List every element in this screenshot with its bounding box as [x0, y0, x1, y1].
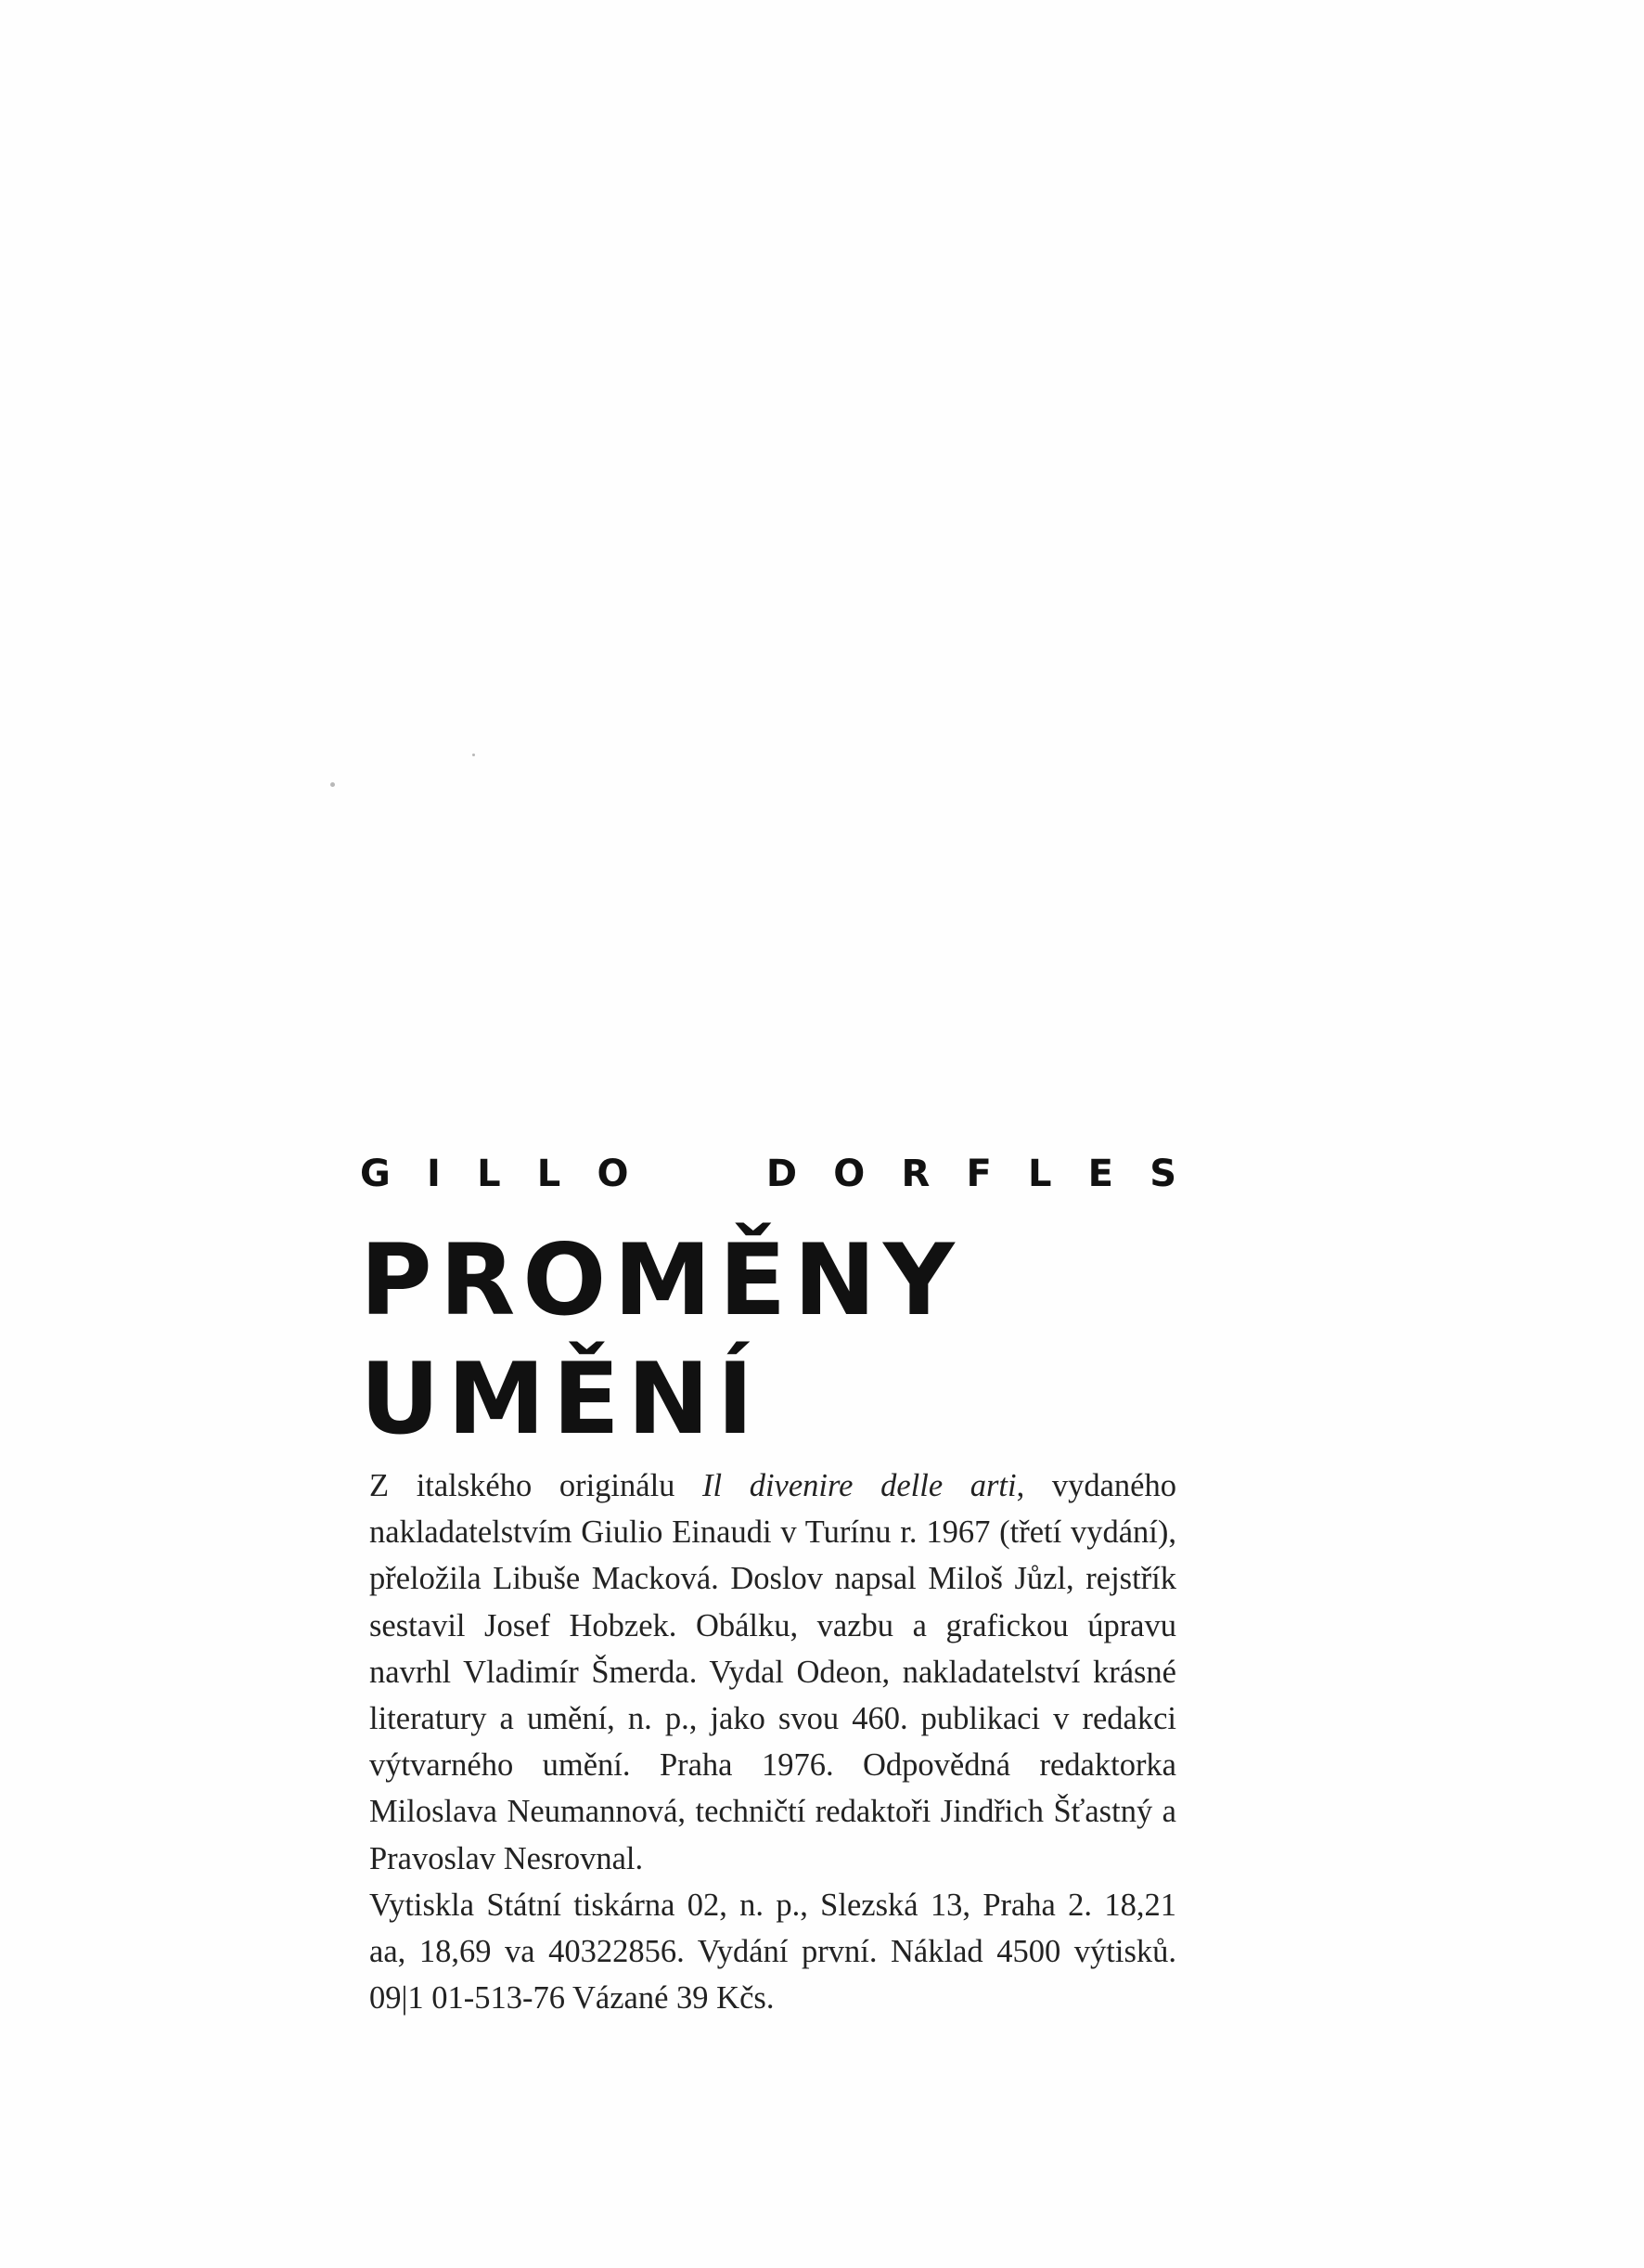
- author-letter: L: [536, 1153, 561, 1195]
- author-letter: L: [1027, 1153, 1052, 1195]
- colophon-text: , vydaného nakladatelstvím Giulio Einaudi v Turínu r. 1967 (třetí vydání), přeložila Libuše Macková. Doslov napsal Miloš Jůzl, rejstřík sestavil Josef Hobzek. Obálku, vazbu a grafickou úpravu navrhl Vladimír Šmerda. Vydal Odeon, nakladatelství krásné literatury a umění, n. p., jako svou 460. publikaci v redakci výtvarného umění. Praha 1976. Odpovědná redaktorka Miloslava Neumannová, techničtí redaktoři Jindřich Šťastný a Pravoslav Nesrovnal.: [369, 1468, 1176, 1876]
- paper-speck: [330, 782, 335, 787]
- author-letter: I: [427, 1153, 441, 1195]
- author-letter: F: [966, 1153, 992, 1195]
- author-letter: O: [597, 1153, 629, 1195]
- author-letter: E: [1087, 1153, 1113, 1195]
- original-title: Il divenire delle arti: [702, 1468, 1017, 1503]
- colophon-paragraph-1: [369, 1463, 1176, 1882]
- author-letter: O: [833, 1153, 866, 1195]
- title-line-2: UMĚNÍ: [360, 1342, 762, 1456]
- author-letter: D: [765, 1153, 798, 1195]
- author-word-gap: [665, 1153, 730, 1195]
- author-letter: G: [360, 1153, 391, 1195]
- paper-speck: [472, 754, 475, 756]
- author-letter: R: [901, 1153, 931, 1195]
- author-letter: L: [477, 1153, 501, 1195]
- title-line-1: PROMĚNY: [360, 1223, 962, 1337]
- colophon-paragraph-2: Vytiskla Státní tiskárna 02, n. p., Slezská 13, Praha 2. 18,21 aa, 18,69 va 40322856. Vydání první. Náklad 4500 výtisků. 09|1 01-513-76 Vázané 39 Kčs.: [369, 1887, 1176, 2017]
- colophon: [369, 1463, 1176, 2021]
- colophon-text: Z italského originálu: [369, 1468, 703, 1503]
- author-letter: S: [1150, 1153, 1176, 1195]
- author-name: [360, 1153, 1176, 1195]
- book-title: [360, 1221, 962, 1459]
